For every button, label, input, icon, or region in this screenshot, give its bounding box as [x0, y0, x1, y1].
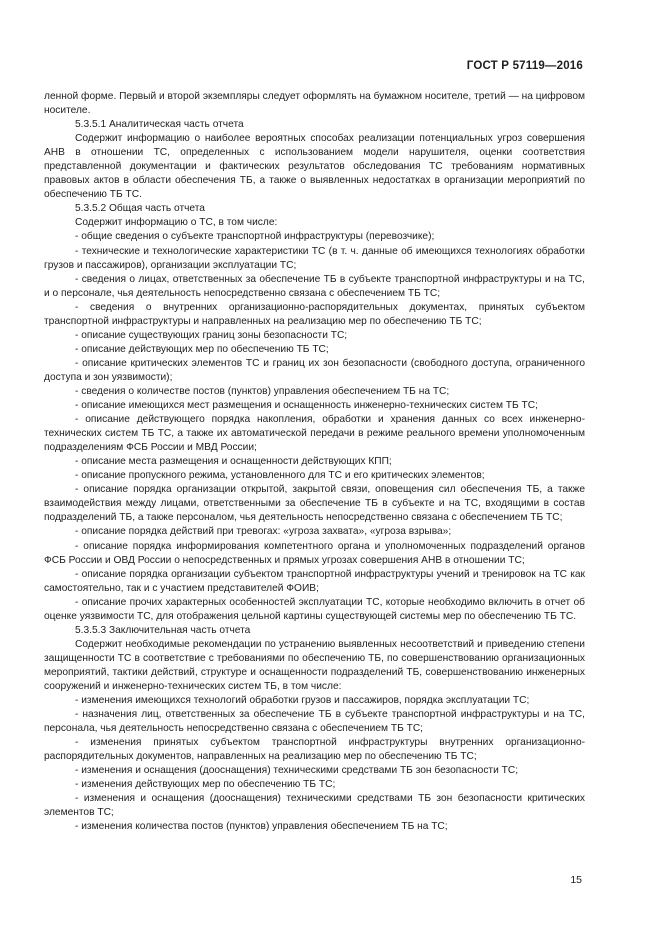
- list-item: - назначения лиц, ответственных за обеспечение ТБ в субъекте транспортной инфраструктуры и на ТС, персонала, чья деятельность непосредственно связана с обеспечением ТБ ТС;: [44, 709, 585, 735]
- body-paragraph: Содержит необходимые рекомендации по устранению выявленных несоответствий и приведению степени защищенности ТС в соответствие с требованиями по обеспечению ТБ, по совершенствованию организационных мероприятий, тактики действий, структуре и оснащенности подразделений ТБ, совершенствованию инженерных сооружений и инженерно-технических систем ТБ, в том числе:: [44, 638, 585, 692]
- list-item: - сведения о внутренних организационно-распорядительных документах, принятых субъектом транспортной инфраструктуры и направленных на реализацию мер по обеспечению ТБ ТС;: [44, 301, 585, 327]
- section-heading: 5.3.5.1 Аналитическая часть отчета: [75, 119, 244, 131]
- list-item: - описание действующего порядка накопления, обработки и хранения данных со всех инженерно-технических систем ТБ ТС, а также их автоматической передачи в режиме реального времени уполномоченным подразделениям ФСБ России и МВД России;: [44, 414, 585, 454]
- document-body: [44, 90, 585, 834]
- list-item: - описание пропускного режима, установленного для ТС и его критических элементов;: [75, 470, 485, 482]
- body-paragraph: Содержит информацию о наиболее вероятных способах реализации потенциальных угроз совершения АНВ в отношении ТС, определенных с использованием модели нарушителя, оценки соответствия представленной документации и фактических результатов обследования ТС требованиям нормативных правовых актов в области обеспечения ТБ, а также о выявленных недостатках в организации мероприятий по обеспечению ТБ ТС.: [44, 133, 585, 201]
- list-item: - сведения о лицах, ответственных за обеспечение ТБ в субъекте транспортной инфраструктуры и на ТС, и о персонале, чья деятельность непосредственно связана с обеспечением ТБ ТС;: [44, 273, 585, 299]
- page-number: 15: [570, 874, 582, 886]
- list-item: - описание порядка действий при тревогах: «угроза захвата», «угроза взрыва»;: [75, 526, 452, 538]
- section-heading: 5.3.5.2 Общая часть отчета: [75, 203, 205, 215]
- list-item: - описание порядка организации открытой, закрытой связи, оповещения сил обеспечения ТБ, а также взаимодействия между лицами, ответственными за обеспечение ТБ в субъекте и на ТС, входящими в состав подразделений ТБ, а также персоналом, чья деятельность непосредственно связана с обеспечением ТБ ТС;: [44, 484, 585, 524]
- list-item: - описание прочих характерных особенностей эксплуатации ТС, которые необходимо включить в отчет об оценке уязвимости ТС, для отображения цельной картины существующей системы мер по обеспечению ТБ ТС.: [44, 596, 585, 622]
- list-item: - изменения и оснащения (дооснащения) техническими средствами ТБ зон безопасности критических элементов ТС;: [44, 793, 585, 819]
- list-item: - описание существующих границ зоны безопасности ТС;: [75, 329, 348, 341]
- list-item: - описание имеющихся мест размещения и оснащенность инженерно-технических систем ТБ ТС;: [75, 400, 538, 412]
- body-paragraph: Содержит информацию о ТС, в том числе:: [75, 217, 278, 229]
- document-standard-header: ГОСТ Р 57119—2016: [466, 60, 583, 72]
- list-item: - описание порядка информирования компетентного органа и уполномоченных подразделений органов ФСБ России и ОВД России о непосредственных и прямых угрозах совершения АНВ в отношении ТС;: [44, 540, 585, 566]
- list-item: - описание места размещения и оснащенности действующих КПП;: [75, 456, 392, 468]
- list-item: - изменения имеющихся технологий обработки грузов и пассажиров, порядка эксплуатации ТС;: [75, 695, 530, 707]
- list-item: - описание критических элементов ТС и границ их зон безопасности (свободного доступа, ограниченного доступа и зон уязвимости);: [44, 357, 585, 383]
- body-paragraph: ленной форме. Первый и второй экземпляры следует оформлять на бумажном носителе, третий — на цифровом носителе.: [44, 91, 585, 117]
- list-item: - изменения и оснащения (дооснащения) техническими средствами ТБ зон безопасности ТС;: [75, 765, 519, 777]
- list-item: - сведения о количестве постов (пунктов) управления обеспечением ТБ на ТС;: [75, 385, 450, 397]
- list-item: - изменения количества постов (пунктов) управления обеспечением ТБ на ТС;: [75, 821, 448, 833]
- section-heading: 5.3.5.3 Заключительная часть отчета: [75, 624, 251, 636]
- list-item: - общие сведения о субъекте транспортной инфраструктуры (перевозчике);: [75, 231, 435, 243]
- list-item: - технические и технологические характеристики ТС (в т. ч. данные об имеющихся технологиях обработки грузов и пассажиров), организации эксплуатации ТС;: [44, 245, 585, 271]
- list-item: - описание порядка организации субъектом транспортной инфраструктуры учений и тренировок на ТС как самостоятельно, так и с участием представителей ФОИВ;: [44, 568, 585, 594]
- list-item: - описание действующих мер по обеспечению ТБ ТС;: [75, 343, 329, 355]
- list-item: - изменения принятых субъектом транспортной инфраструктуры внутренних организационно-распорядительных документов, направленных на реализацию мер по обеспечению ТБ ТС;: [44, 737, 585, 763]
- list-item: - изменения действующих мер по обеспечению ТБ ТС;: [75, 779, 336, 791]
